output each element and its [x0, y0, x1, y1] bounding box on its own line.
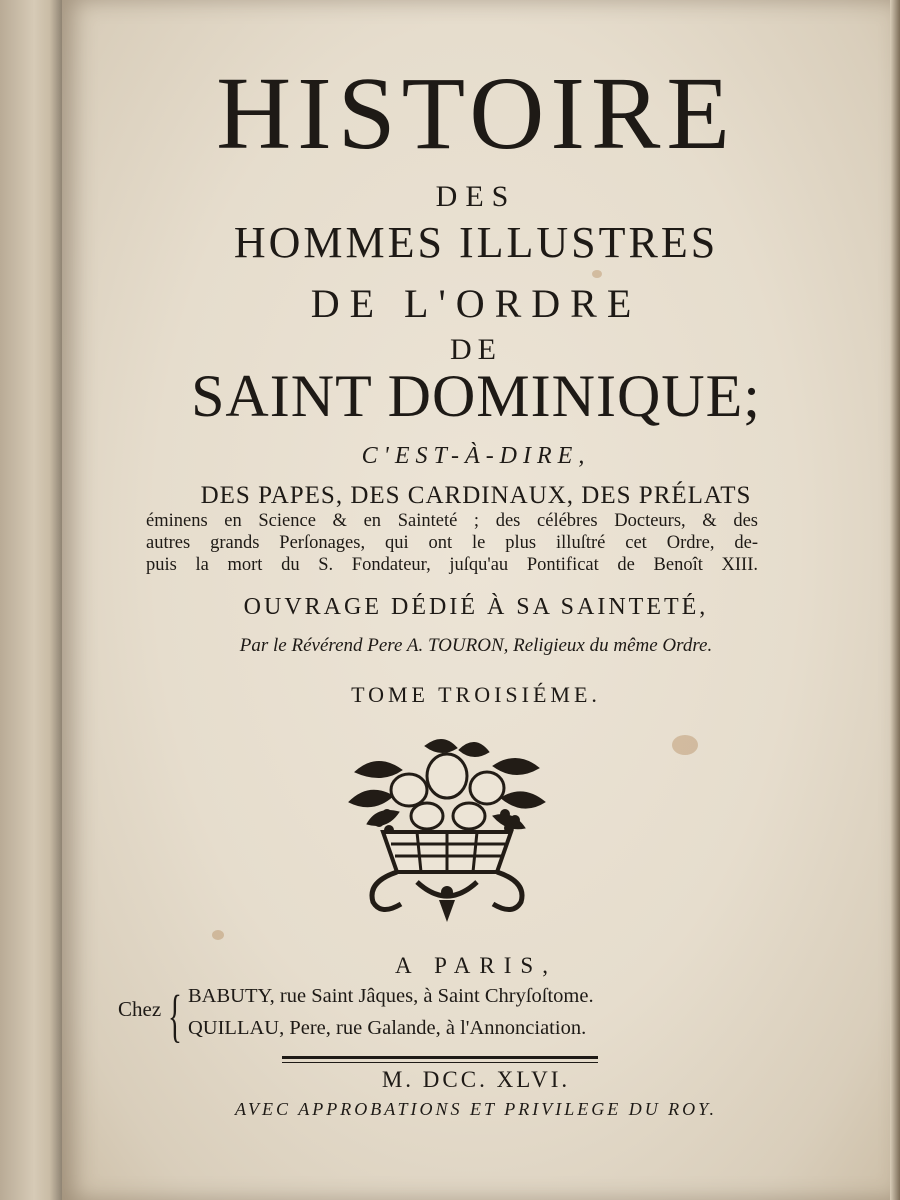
title-des: DES — [435, 180, 517, 213]
foxing-stain — [212, 930, 224, 940]
title-hommes-illustres: HOMMES ILLUSTRES — [233, 218, 719, 267]
description-line: puis la mort du S. Fondateur, juſqu'au Pontificat de Benoît XIII. — [146, 555, 758, 575]
brace-icon: { — [168, 983, 182, 1048]
description-line: éminens en Science & en Sainteté ; des célébres Docteurs, & des — [146, 511, 758, 531]
author-line: Par le Révérend Pere A. TOURON, Religieux du même Ordre. — [239, 635, 713, 656]
subtitle-cest-a-dire: C'EST-À-DIRE, — [361, 443, 591, 469]
book-title: HISTOIRE — [216, 56, 736, 171]
divider-rule — [282, 1062, 598, 1063]
foxing-stain — [592, 270, 602, 278]
privilege-line: AVEC APPROBATIONS ET PRIVILEGE DU ROY. — [234, 1099, 718, 1119]
title-page — [62, 0, 890, 1200]
chez-label: Chez — [118, 997, 162, 1021]
printer-line: BABUTY, rue Saint Jâques, à Saint Chryſoſtome. — [188, 985, 594, 1007]
title-de: DE — [450, 333, 502, 366]
description-line: autres grands Perſonages, qui ont le plus illuſtré cet Ordre, de- — [146, 533, 758, 553]
subtitle-papes: DES PAPES, DES CARDINAUX, DES PRÉLATS — [200, 482, 752, 509]
foxing-stain — [672, 735, 698, 755]
printers-block — [118, 985, 798, 1055]
description-paragraph — [146, 510, 758, 576]
facing-page-edge — [0, 0, 62, 1200]
title-saint-dominique: SAINT DOMINIQUE; — [191, 363, 761, 429]
fruit-basket-ornament-icon — [347, 732, 547, 924]
printer-line: QUILLAU, Pere, rue Galande, à l'Annonciation. — [188, 1017, 587, 1039]
divider-rule — [282, 1056, 598, 1059]
page-edge-right — [890, 0, 900, 1200]
volume-label: TOME TROISIÉME. — [351, 682, 601, 707]
title-de-lordre: DE L'ORDRE — [310, 281, 642, 326]
publication-year: M. DCC. XLVI. — [381, 1067, 571, 1092]
dedication: OUVRAGE DÉDIÉ À SA SAINTETÉ, — [243, 594, 709, 620]
imprint-place: A PARIS, — [395, 953, 557, 978]
